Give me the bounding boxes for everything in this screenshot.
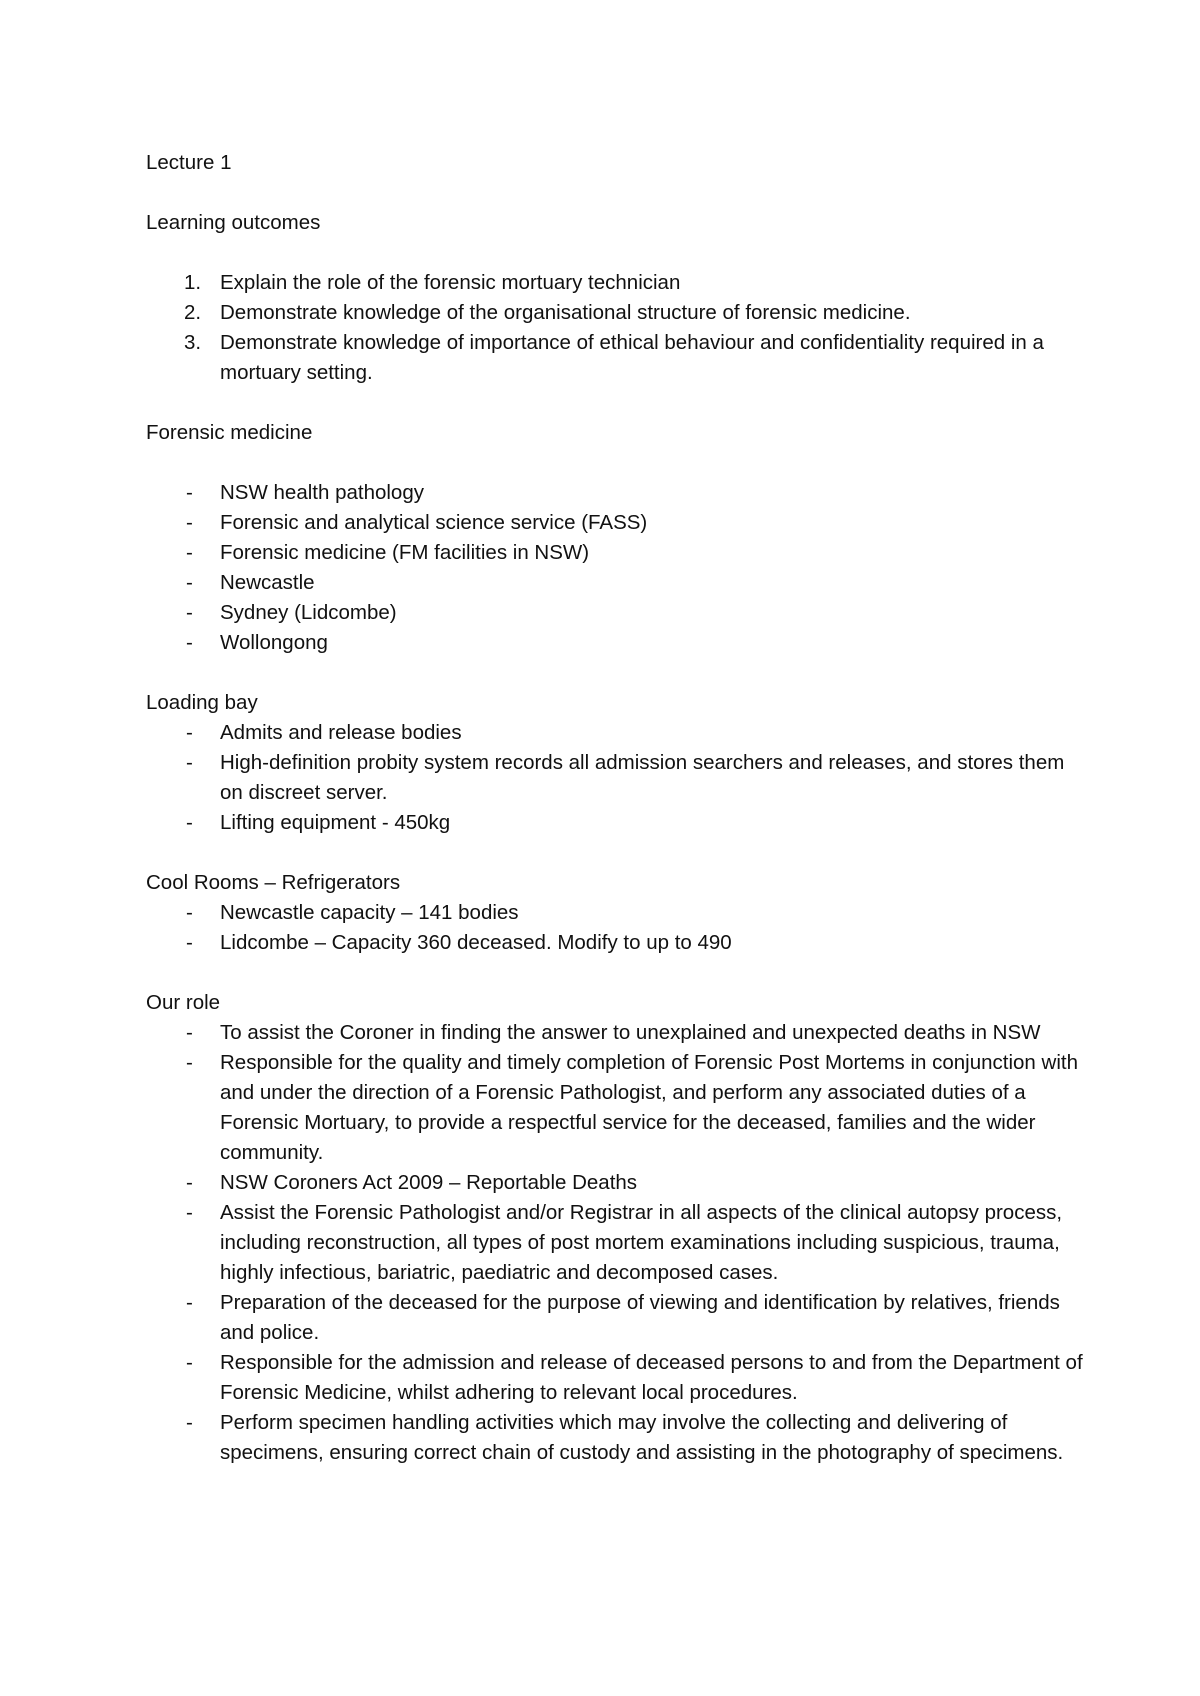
list-item-text: NSW Coroners Act 2009 – Reportable Deaths xyxy=(220,1171,638,1194)
list-item xyxy=(146,1408,1086,1468)
dash-marker: - xyxy=(186,931,193,954)
document-page xyxy=(146,148,1086,1468)
spacer xyxy=(146,658,1086,688)
list-item xyxy=(146,1198,1086,1288)
list-item xyxy=(146,268,1086,298)
list-item xyxy=(146,1168,1086,1198)
list-item xyxy=(146,478,1086,508)
list-item-text: Forensic medicine (FM facilities in NSW) xyxy=(220,541,590,564)
list-item-text: Wollongong xyxy=(220,631,328,654)
dash-marker: - xyxy=(186,901,193,924)
list-item-text: Demonstrate knowledge of importance of ethical behaviour and confidentiality required in a mortuary setting. xyxy=(220,331,1044,384)
loading-bay-heading: Loading bay xyxy=(146,691,258,714)
list-item-text: Sydney (Lidcombe) xyxy=(220,601,397,624)
list-item xyxy=(146,1018,1086,1048)
list-item xyxy=(146,898,1086,928)
our-role-list xyxy=(146,1018,1086,1468)
list-item-text: Lidcombe – Capacity 360 deceased. Modify to up to 490 xyxy=(220,931,732,954)
list-item xyxy=(146,718,1086,748)
list-item-text: To assist the Coroner in finding the answer to unexplained and unexpected deaths in NSW xyxy=(220,1021,1041,1044)
list-item xyxy=(146,598,1086,628)
forensic-medicine-heading: Forensic medicine xyxy=(146,421,313,444)
dash-marker: - xyxy=(186,631,193,654)
list-item xyxy=(146,568,1086,598)
dash-marker: - xyxy=(186,601,193,624)
list-item-text: Assist the Forensic Pathologist and/or Registrar in all aspects of the clinical autopsy process, including reconstruction, all types of post mortem examinations including suspicious, trauma, highly infectious, bariatric, paediatric and decomposed cases. xyxy=(220,1201,1063,1284)
spacer xyxy=(146,238,1086,268)
list-item-text: Forensic and analytical science service (FASS) xyxy=(220,511,648,534)
list-item xyxy=(146,298,1086,328)
list-item-text: Admits and release bodies xyxy=(220,721,462,744)
dash-marker: - xyxy=(186,1351,193,1374)
dash-marker: - xyxy=(186,571,193,594)
dash-marker: - xyxy=(186,751,193,774)
list-item-text: NSW health pathology xyxy=(220,481,424,504)
cool-rooms-heading: Cool Rooms – Refrigerators xyxy=(146,871,401,894)
list-item xyxy=(146,628,1086,658)
list-item xyxy=(146,508,1086,538)
dash-marker: - xyxy=(186,1171,193,1194)
list-item-text: Demonstrate knowledge of the organisational structure of forensic medicine. xyxy=(220,301,911,324)
dash-marker: - xyxy=(186,1291,193,1314)
cool-rooms-list xyxy=(146,898,1086,958)
list-number: 1. xyxy=(184,271,202,294)
document-title: Lecture 1 xyxy=(146,151,232,174)
list-item xyxy=(146,328,1086,388)
dash-marker: - xyxy=(186,1051,193,1074)
list-number: 2. xyxy=(184,301,202,324)
list-item xyxy=(146,748,1086,808)
dash-marker: - xyxy=(186,481,193,504)
list-item xyxy=(146,538,1086,568)
list-item xyxy=(146,808,1086,838)
list-item-text: Preparation of the deceased for the purpose of viewing and identification by relatives, friends and police. xyxy=(220,1291,1060,1344)
forensic-medicine-list xyxy=(146,478,1086,658)
loading-bay-list xyxy=(146,718,1086,838)
list-item xyxy=(146,928,1086,958)
spacer xyxy=(146,448,1086,478)
spacer xyxy=(146,178,1086,208)
dash-marker: - xyxy=(186,1021,193,1044)
list-item xyxy=(146,1288,1086,1348)
dash-marker: - xyxy=(186,811,193,834)
list-item-text: Responsible for the admission and release of deceased persons to and from the Department of Forensic Medicine, whilst adhering to relevant local procedures. xyxy=(220,1351,1083,1404)
dash-marker: - xyxy=(186,1411,193,1434)
list-item-text: Responsible for the quality and timely completion of Forensic Post Mortems in conjunction with and under the direction of a Forensic Pathologist, and perform any associated duties of a Forensic Mortuary, to provide a respectful service for the deceased, families and the wider community. xyxy=(220,1051,1078,1164)
learning-outcomes-heading: Learning outcomes xyxy=(146,211,321,234)
learning-outcomes-list xyxy=(146,268,1086,388)
list-item xyxy=(146,1048,1086,1168)
dash-marker: - xyxy=(186,1201,193,1224)
spacer xyxy=(146,838,1086,868)
dash-marker: - xyxy=(186,541,193,564)
our-role-heading: Our role xyxy=(146,991,221,1014)
list-item-text: Newcastle capacity – 141 bodies xyxy=(220,901,519,924)
spacer xyxy=(146,958,1086,988)
list-item-text: Newcastle xyxy=(220,571,315,594)
list-item-text: Explain the role of the forensic mortuary technician xyxy=(220,271,681,294)
list-item-text: Perform specimen handling activities which may involve the collecting and delivering of specimens, ensuring correct chain of custody and assisting in the photography of specimens. xyxy=(220,1411,1064,1464)
list-item-text: High-definition probity system records all admission searchers and releases, and stores them on discreet server. xyxy=(220,751,1065,804)
dash-marker: - xyxy=(186,511,193,534)
list-item xyxy=(146,1348,1086,1408)
spacer xyxy=(146,388,1086,418)
dash-marker: - xyxy=(186,721,193,744)
list-number: 3. xyxy=(184,331,202,354)
list-item-text: Lifting equipment - 450kg xyxy=(220,811,451,834)
